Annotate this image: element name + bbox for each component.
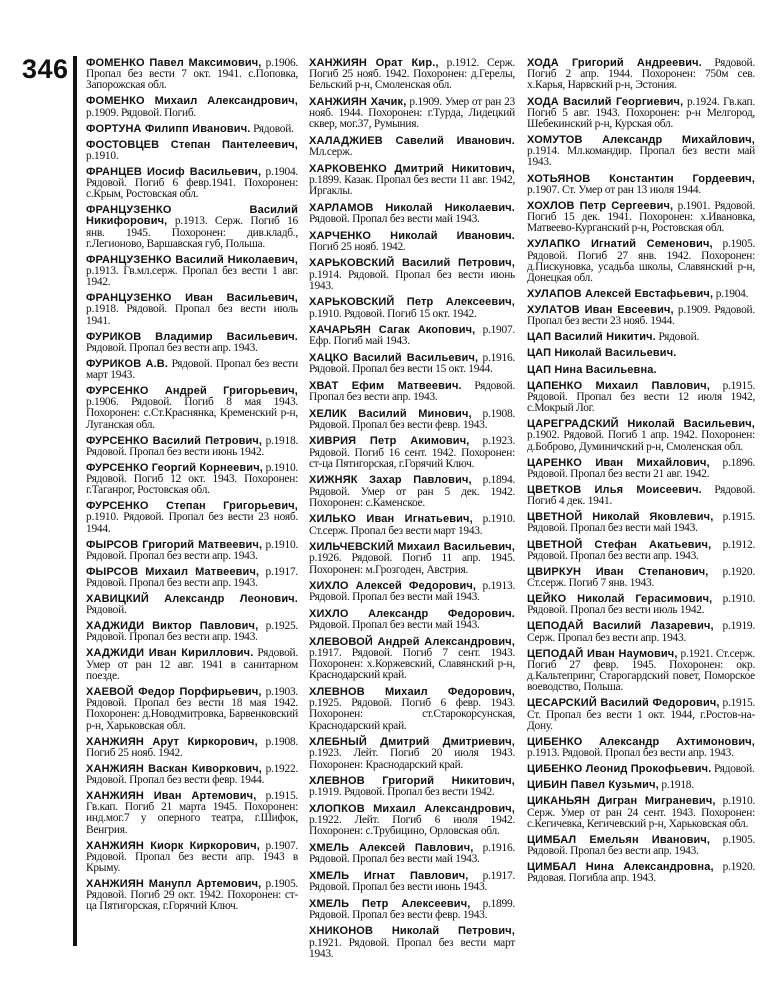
person-name: ХАЧАРЬЯН Сагак Акопович, <box>309 324 476 337</box>
entry-details: р.1913. Гв.мл.серж. Пропал без вести 1 авг. 1942. <box>86 265 298 289</box>
list-item <box>309 581 515 603</box>
entry-details: р.1917. Рядовой. Погиб 7 сент. 1943. Похоронен: х.Коржевский, Славянский р-н, Краснодарский край. <box>309 646 515 682</box>
entry-details: р.1913. Серж. Погиб 16 янв. 1945. Похоронен: див.кладб., г.Легионово, Варшавская губ, Польша. <box>86 215 298 250</box>
entry-details: Рядовой. Пропал без вести май 1943. <box>309 213 480 225</box>
list-item <box>86 621 298 643</box>
entry-details: р.1905. Рядовой. Погиб 29 окт. 1942. Похоронен: ст-ца Пятигорская, г.Горячий Ключ. <box>86 877 298 913</box>
person-name: ХОМУТОВ Александр Михайлович, <box>527 134 755 146</box>
entry-details: р.1904. Рядовой. Погиб 6 февр.1941. Похоронен: с.Крым, Ростовская обл. <box>86 165 298 201</box>
list-item <box>309 325 515 347</box>
list-item <box>86 540 298 562</box>
list-item <box>527 485 755 507</box>
person-name: ЦЕПОДАЙ Иван Наумович, <box>527 647 678 660</box>
person-name: ФРАНЦУЗЕНКО Иван Васильевич, <box>86 292 298 305</box>
entry-details: р.1915. Рядовой. Пропал без вести май 1943. <box>527 511 755 535</box>
person-name: ХУЛАПОВ Алексей Евстафьевич, <box>527 288 714 300</box>
person-name: ХМЕЛЬ Алексей Павлович, <box>309 841 474 854</box>
person-name: ЦВИРКУН Иван Степанович, <box>527 565 709 578</box>
person-name: ХАДЖИДИ Иван Кириллович. <box>86 647 254 660</box>
person-name: ЦАП Николай Васильевич. <box>527 347 677 360</box>
list-item <box>309 637 515 682</box>
list-item <box>309 231 515 253</box>
entry-details: р.1916. Рядовой. Пропал без вести 15 окт. 1944. <box>309 351 515 376</box>
entry-details: р.1902. Рядовой. Погиб 1 апр. 1942. Похоронен: д.Боброво, Думиничский р-н, Смоленская обл. <box>527 429 755 453</box>
entry-details: р.1905. Рядовой. Пропал без вести апр. 1943. <box>527 833 755 858</box>
list-item <box>527 764 755 775</box>
person-name: ЦАП Нина Васильевна. <box>527 363 657 376</box>
person-name: ЦВЕТНОЙ Николай Яковлевич, <box>527 511 714 524</box>
entry-details: р.1918. <box>658 779 694 792</box>
person-name: ФОМЕНКО Павел Максимович, <box>86 57 262 69</box>
list-item <box>86 359 298 381</box>
list-item <box>527 332 755 343</box>
list-item <box>86 124 298 135</box>
person-name: ФУРИКОВ А.В. <box>86 357 169 370</box>
person-name: ФУРСЕНКО Андрей Григорьевич, <box>86 385 298 398</box>
entry-details: Рядовой. <box>711 763 755 776</box>
person-name: ЦИБЕНКО Леонид Прокофьевич. <box>527 763 712 776</box>
person-name: ЦИМБАЛ Нина Александровна, <box>527 861 714 874</box>
person-name: ХИЛЬЧЕВСКИЙ Михаил Васильевич, <box>309 541 515 554</box>
list-item <box>309 258 515 292</box>
list-item <box>527 174 755 196</box>
entry-details: р.1907. Ст. Умер от ран 13 июля 1944. <box>527 183 701 196</box>
person-name: ХАНЖИЯН Киорк Киркорович, <box>86 839 260 852</box>
entry-details: р.1910. Серж. Умер от ран 24 сент. 1943. Похоронен: с.Кегичевка, Кегичевский р-н, Харьковская обл. <box>527 795 755 830</box>
entry-details: р.1913. Рядовой. Пропал без вести апр. 1943. <box>527 747 734 760</box>
entry-details: Рядовой. Погиб 2 апр. 1944. Похоронен: 750м сев. х.Карья, Нарвский р-н, Эстония. <box>527 57 755 92</box>
entry-details: Рядовой. Пропал без вести март 1943. <box>86 357 298 382</box>
list-item <box>527 97 755 131</box>
list-item <box>527 58 755 92</box>
list-item <box>86 293 298 327</box>
entry-details: р.1910. <box>86 149 119 162</box>
person-name: ХИЛЬКО Иван Игнатьевич, <box>309 513 473 526</box>
person-name: ХЛОПКОВ Михаил Александрович, <box>309 802 515 815</box>
entry-details: р.1919. Рядовой. Пропал без вести 1942. <box>309 786 495 799</box>
list-item <box>527 458 755 480</box>
person-name: ХАНЖИЯН Хачик, <box>309 96 407 108</box>
list-item <box>527 780 755 791</box>
entry-details: р.1896. Рядовой. Пропал без вести 21 авг. 1942. <box>527 456 755 480</box>
entry-details: р.1906. Рядовой. Погиб 8 мая 1943. Похоронен: с.Ст.Краснянка, Кременский р-н, Луганская обл. <box>86 396 298 431</box>
entry-details: р.1894. Рядовой. Умер от ран 5 дек. 1942. Похоронен: с.Каменское. <box>309 474 515 509</box>
person-name: ХАНЖИЯН Васкан Киворкович, <box>86 762 262 775</box>
person-name: ХИХЛО Александр Федорович. <box>309 607 515 620</box>
list-item <box>527 567 755 589</box>
list-item <box>86 687 298 732</box>
entry-details: р.1906. Пропал без вести 7 окт. 1941. с.Поповка, Запорожская обл. <box>86 57 298 92</box>
person-name: ЦАРЕНКО Иван Михайлович, <box>527 456 710 469</box>
entry-details: р.1910. Рядовой. Погиб 15 окт. 1942. <box>309 307 477 320</box>
list-item <box>309 899 515 921</box>
person-name: ФЫРСОВ Григорий Матвеевич, <box>86 538 263 551</box>
list-item <box>309 609 515 631</box>
list-item <box>309 409 515 431</box>
person-name: ФУРСЕНКО Василий Петрович, <box>86 434 263 447</box>
person-name: ЦЕЙКО Николай Герасимович, <box>527 593 713 606</box>
list-item <box>309 776 515 798</box>
list-item <box>527 365 755 376</box>
entry-details: р.1920. Рядовая. Погибла апр. 1943. <box>527 861 755 885</box>
person-name: ХОТЬЯНОВ Константин Гордеевич, <box>527 172 755 185</box>
entry-details: р.1915. Рядовой. Пропал без вести 12 июля 1942, с.Мокрый Лог. <box>527 379 755 415</box>
person-name: ХАНЖИЯН Иван Артемович, <box>86 789 257 802</box>
person-name: ФОРТУНА Филипп Иванович. <box>86 122 251 135</box>
entry-details: р.1922. Лейт. Погиб 6 июля 1942. Похоронен: с.Трубицино, Орловская обл. <box>309 814 515 838</box>
entry-details: р.1901. Рядовой. Погиб 15 дек. 1941. Похоронен: х.Ивановка, Матвеево-Курганский р-н, Ростовская обл. <box>527 199 755 235</box>
list-item <box>309 297 515 319</box>
entry-details: р.1918. Рядовой. Пропал без вести июль 1941. <box>86 303 298 327</box>
person-name: ФОМЕНКО Михаил Александрович, <box>86 95 298 108</box>
list-item <box>86 879 298 913</box>
entry-details: р.1899. Рядовой. Пропал без вести февр. 1943. <box>309 897 515 921</box>
list-item <box>309 381 515 403</box>
list-item <box>309 687 515 732</box>
person-name: ЦВЕТКОВ Илья Моисеевич. <box>527 483 702 496</box>
list-item <box>86 205 298 250</box>
person-name: ХЕЛИК Василий Минович, <box>309 407 472 420</box>
list-item <box>309 97 515 131</box>
entry-details: р.1909. Умер от ран 23 нояб. 1944. Похоронен: г.Турда, Лидецкий сквер, мог.37, Румыния. <box>309 96 515 131</box>
list-item <box>86 567 298 589</box>
margin-rule <box>73 56 77 946</box>
person-name: ХМЕЛЬ Петр Алексеевич, <box>309 897 471 910</box>
list-item <box>527 649 755 694</box>
person-name: ХУЛАТОВ Иван Евсеевич, <box>527 304 674 317</box>
list-item <box>527 621 755 643</box>
list-item <box>527 698 755 732</box>
entry-details: р.1912. Серж. Погиб 25 нояб. 1942. Похоронен: д.Герелы, Бельский р-н, Смоленская обл. <box>309 57 515 92</box>
entry-details: р.1908. Погиб 25 нояб. 1942. <box>86 735 298 759</box>
entry-details: р.1914. Рядовой. Пропал без вести июнь 1943. <box>309 268 515 292</box>
entry-details: р.1917. Рядовой. Пропал без вести июнь 1943. <box>309 869 515 893</box>
list-item <box>527 419 755 453</box>
list-item <box>527 305 755 327</box>
list-item <box>86 737 298 759</box>
list-item <box>527 796 755 830</box>
list-item <box>309 136 515 158</box>
person-name: ФОСТОВЦЕВ Степан Пантелеевич, <box>86 138 298 151</box>
person-name: ХАНЖИЯН Манупл Артемович, <box>86 877 262 890</box>
entry-details: р.1919. Серж. Пропал без вести апр. 1943. <box>527 620 755 644</box>
entry-details: р.1916. Рядовой. Пропал без вести май 1943. <box>309 841 515 866</box>
person-name: ХАНЖИЯН Арут Киркорович, <box>86 735 258 748</box>
entry-details: р.1908. Рядовой. Пропал без вести февр. 1943. <box>309 407 515 431</box>
person-name: ХОДА Григорий Андреевич. <box>527 57 702 69</box>
entry-details: р.1904. <box>713 288 749 300</box>
person-name: ЦАРЕГРАДСКИЙ Николай Васильевич, <box>527 418 755 431</box>
person-name: ХИХЛО Алексей Федорович, <box>309 580 477 593</box>
person-name: ХАЛАДЖИЕВ Савелий Иванович. <box>309 135 515 147</box>
entry-details: р.1918. Рядовой. Пропал без вести июнь 1942. <box>86 434 298 458</box>
entry-details: р.1910. Ст.серж. Пропал без вести март 1943. <box>309 513 515 537</box>
list-item <box>527 135 755 169</box>
column-1 <box>86 58 298 917</box>
person-name: ЦИБЕНКО Александр Ахтимонович, <box>527 735 755 748</box>
entry-details: р.1917. Рядовой. Пропал без вести апр. 1943. <box>86 565 298 590</box>
column-2 <box>309 58 515 965</box>
person-name: ЦИМБАЛ Емельян Иванович, <box>527 833 711 846</box>
entry-details: р.1907. Ефр. Погиб май 1943. <box>309 324 515 348</box>
list-item <box>86 140 298 162</box>
list-item <box>86 648 298 682</box>
list-item <box>86 764 298 786</box>
list-item <box>86 332 298 354</box>
person-name: ЦЕПОДАЙ Василий Лазаревич, <box>527 620 714 633</box>
column-3 <box>527 58 755 890</box>
person-name: ХВАТ Ефим Матвеевич. <box>309 379 462 392</box>
list-item <box>309 926 515 960</box>
person-name: ХАЦКО Василий Васильевич, <box>309 351 479 364</box>
person-name: ХАРЬКОВСКИЙ Петр Алексеевич, <box>309 296 515 309</box>
entry-details: р.1905. Рядовой. Погиб 27 янв. 1942. Похоронен: д.Пискуновка, усадьба школы, Славянский р-н, Донецкая обл. <box>527 238 755 284</box>
entry-details: р.1899. Казак. Пропал без вести 11 авг. 1942, Иргаклы. <box>309 174 515 198</box>
list-item <box>86 167 298 201</box>
entry-details: р.1909. Рядовой. Пропал без вести 23 нояб. 1944. <box>527 304 755 328</box>
list-item <box>86 255 298 289</box>
person-name: ХАРЬКОВСКИЙ Василий Петрович, <box>309 257 515 270</box>
list-item <box>309 514 515 536</box>
person-name: ЦАП Василий Никитич. <box>527 331 656 344</box>
list-item <box>527 540 755 562</box>
person-name: ХАЕВОЙ Федор Порфирьевич, <box>86 685 262 698</box>
entry-details: р.1925. Рядовой. Пропал без вести апр. 1943. <box>86 620 298 644</box>
entry-details: р.1920. Ст.серж. Погиб 7 янв. 1943. <box>527 565 755 590</box>
list-item <box>309 475 515 509</box>
entry-details: р.1921. Рядовой. Пропал без вести март 1943. <box>309 936 515 960</box>
entry-details: Рядовой. Умер от ран 12 авг. 1941 в санитарном поезде. <box>86 647 299 682</box>
list-item <box>527 289 755 300</box>
entry-details: р.1914. Мл.командир. Пропал без вести май 1943. <box>527 145 755 169</box>
list-item <box>527 737 755 759</box>
entry-details: Погиб 25 нояб. 1942. <box>309 240 406 253</box>
entry-details: р.1910. Рядовой. Пропал без вести 23 нояб. 1944. <box>86 511 298 535</box>
entry-details: р.1913. Рядовой. Пропал без вести май 1943. <box>309 580 515 604</box>
entry-details: р.1924. Гв.кап. Погиб 5 авг. 1943. Похоронен: р-н Мелгород, Шебекинский р-н, Курская обл. <box>527 95 755 130</box>
entry-details: р.1909. Рядовой. Погиб. <box>86 106 197 119</box>
list-item <box>86 386 298 431</box>
person-name: ХИВРИЯ Петр Акимович, <box>309 435 470 448</box>
person-name: ЦЕСАРСКИЙ Василий Федорович, <box>527 697 720 710</box>
entry-details: Рядовой. Пропал без вести май 1943. <box>309 619 480 632</box>
list-item <box>309 58 515 92</box>
person-name: ФУРИКОВ Владимир Васильевич. <box>86 330 298 343</box>
entry-details: Рядовой. Пропал без вести апр. 1943. <box>86 341 258 354</box>
list-item <box>309 164 515 198</box>
entry-details: р.1921. Ст.серж. Погиб 27 февр. 1945. Похоронен: окр. д.Кальтепринг, Старогардский повет, Поморское воеводство, Польша. <box>527 647 755 694</box>
entry-details: р.1903. Рядовой. Пропал без вести 18 мая 1942. Похоронен: д.Новодмитровка, Барвенковский р-н, Харьковская обл. <box>86 685 298 732</box>
person-name: ХИЖНЯК Захар Павлович, <box>309 474 472 487</box>
list-item <box>527 594 755 616</box>
person-name: ФРАНЦУЗЕНКО Василий Никифорович, <box>86 204 298 228</box>
entry-details: Рядовой. Погиб 4 дек. 1941. <box>527 483 756 508</box>
entry-details: р.1915. Ст. Пропал без вести 1 окт. 1944, г.Ростов-на-Дону. <box>527 697 755 732</box>
person-name: ФЫРСОВ Михаил Матвеевич, <box>86 565 260 578</box>
list-item <box>527 512 755 534</box>
list-item <box>309 804 515 838</box>
list-item <box>309 843 515 865</box>
list-item <box>309 436 515 470</box>
list-item <box>86 463 298 497</box>
person-name: ФРАНЦУЗЕНКО Василий Николаевич, <box>86 253 298 266</box>
entry-details: р.1910. Рядовой. Пропал без вести апр. 1943. <box>86 538 298 562</box>
entry-details: р.1926. Рядовой. Погиб 11 апр. 1945. Похоронен: м.Грозгоден, Австрия. <box>309 552 515 576</box>
list-item <box>527 239 755 284</box>
person-name: ХАДЖИДИ Виктор Павлович, <box>86 620 259 633</box>
person-name: ХЛЕБНЫЙ Дмитрий Дмитриевич, <box>309 736 515 749</box>
person-name: ХНИКОНОВ Николай Петрович, <box>309 925 515 938</box>
person-name: ХЛЕВНОВ Григорий Никитович, <box>309 775 515 788</box>
entry-details: Рядовой. <box>250 122 294 135</box>
entry-details: р.1907. Рядовой. Пропал без вести апр. 1943 в Крыму. <box>86 839 298 874</box>
person-name: ХМЕЛЬ Игнат Павлович, <box>309 869 469 882</box>
list-item <box>309 542 515 576</box>
entry-details: р.1912. Рядовой. Пропал без вести апр. 1943. <box>527 538 755 562</box>
entry-details: р.1925. Рядовой. Погиб 6 февр. 1943. Похоронен: ст.Старокорсунская, Краснодарский край. <box>309 697 515 732</box>
person-name: ЦИКАНЬЯН Дигран Миграневич, <box>527 795 716 808</box>
list-item <box>86 436 298 458</box>
entry-details: р.1915. Гв.кап. Погиб 21 марта 1945. Похоронен: инд.мог.7 у оперного театра, г.Шифок, Венгрия. <box>86 789 298 836</box>
entry-details: р.1923. Лейт. Погиб 20 июля 1943. Похоронен: Краснодарский край. <box>309 747 515 771</box>
entry-details: Рядовой. <box>86 604 127 617</box>
person-name: ФУРСЕНКО Георгий Корнеевич, <box>86 461 263 474</box>
entry-details: р.1923. Рядовой. Погиб 16 сент. 1942. Похоронен: ст-ца Пятигорская, г.Горячий Ключ. <box>309 435 515 470</box>
list-item <box>527 835 755 857</box>
person-name: ЦАПЕНКО Михаил Павлович, <box>527 379 711 392</box>
page-number: 346 <box>22 54 69 84</box>
person-name: ХОДА Василий Георгиевич, <box>527 95 684 108</box>
person-name: ХАНЖИЯН Орат Кир., <box>309 57 439 69</box>
person-name: ХОХЛОВ Петр Сергеевич, <box>527 199 674 212</box>
entry-details: Мл.серж. <box>309 146 353 159</box>
person-name: ХАРКОВЕНКО Дмитрий Никитович, <box>309 162 515 175</box>
person-name: ФУРСЕНКО Степан Григорьевич, <box>86 500 298 513</box>
list-item <box>86 841 298 875</box>
person-name: ХАРЧЕНКО Николай Иванович. <box>309 229 515 242</box>
list-item <box>86 594 298 616</box>
entry-details: Рядовой. <box>655 331 700 344</box>
list-item <box>527 381 755 415</box>
person-name: ХЛЕВНОВ Михаил Федорович, <box>309 685 515 698</box>
person-name: ХАРЛАМОВ Николай Николаевич. <box>309 201 515 214</box>
list-item <box>527 201 755 235</box>
person-name: ХУЛАПКО Игнатий Семенович, <box>527 238 713 251</box>
list-item <box>86 501 298 535</box>
entry-details: Рядовой. Пропал без вести апр. 1943. <box>309 379 515 403</box>
person-name: ХЛЕВОВОЙ Андрей Александрович, <box>309 635 515 648</box>
entry-details: р.1910. Рядовой. Пропал без вести июль 1942. <box>527 593 755 617</box>
list-item <box>86 96 298 118</box>
person-name: ЦВЕТНОЙ Стефан Акатьевич, <box>527 538 712 551</box>
list-item <box>309 203 515 225</box>
person-name: ФРАНЦЕВ Иосиф Васильевич, <box>86 165 262 178</box>
list-item <box>309 737 515 771</box>
entry-details: р.1922. Рядовой. Пропал без вести февр. 1944. <box>86 762 298 786</box>
list-item <box>309 353 515 375</box>
list-item <box>86 791 298 836</box>
person-name: ХАВИЦКИЙ Александр Леонович. <box>86 593 298 606</box>
person-name: ЦИБИН Павел Кузьмич, <box>527 779 659 792</box>
list-item <box>527 862 755 884</box>
entry-details: р.1910. Рядовой. Погиб 12 окт. 1943. Похоронен: г.Таганрог, Ростовская обл. <box>86 461 298 497</box>
list-item <box>527 348 755 359</box>
list-item <box>86 58 298 92</box>
list-item <box>309 871 515 893</box>
